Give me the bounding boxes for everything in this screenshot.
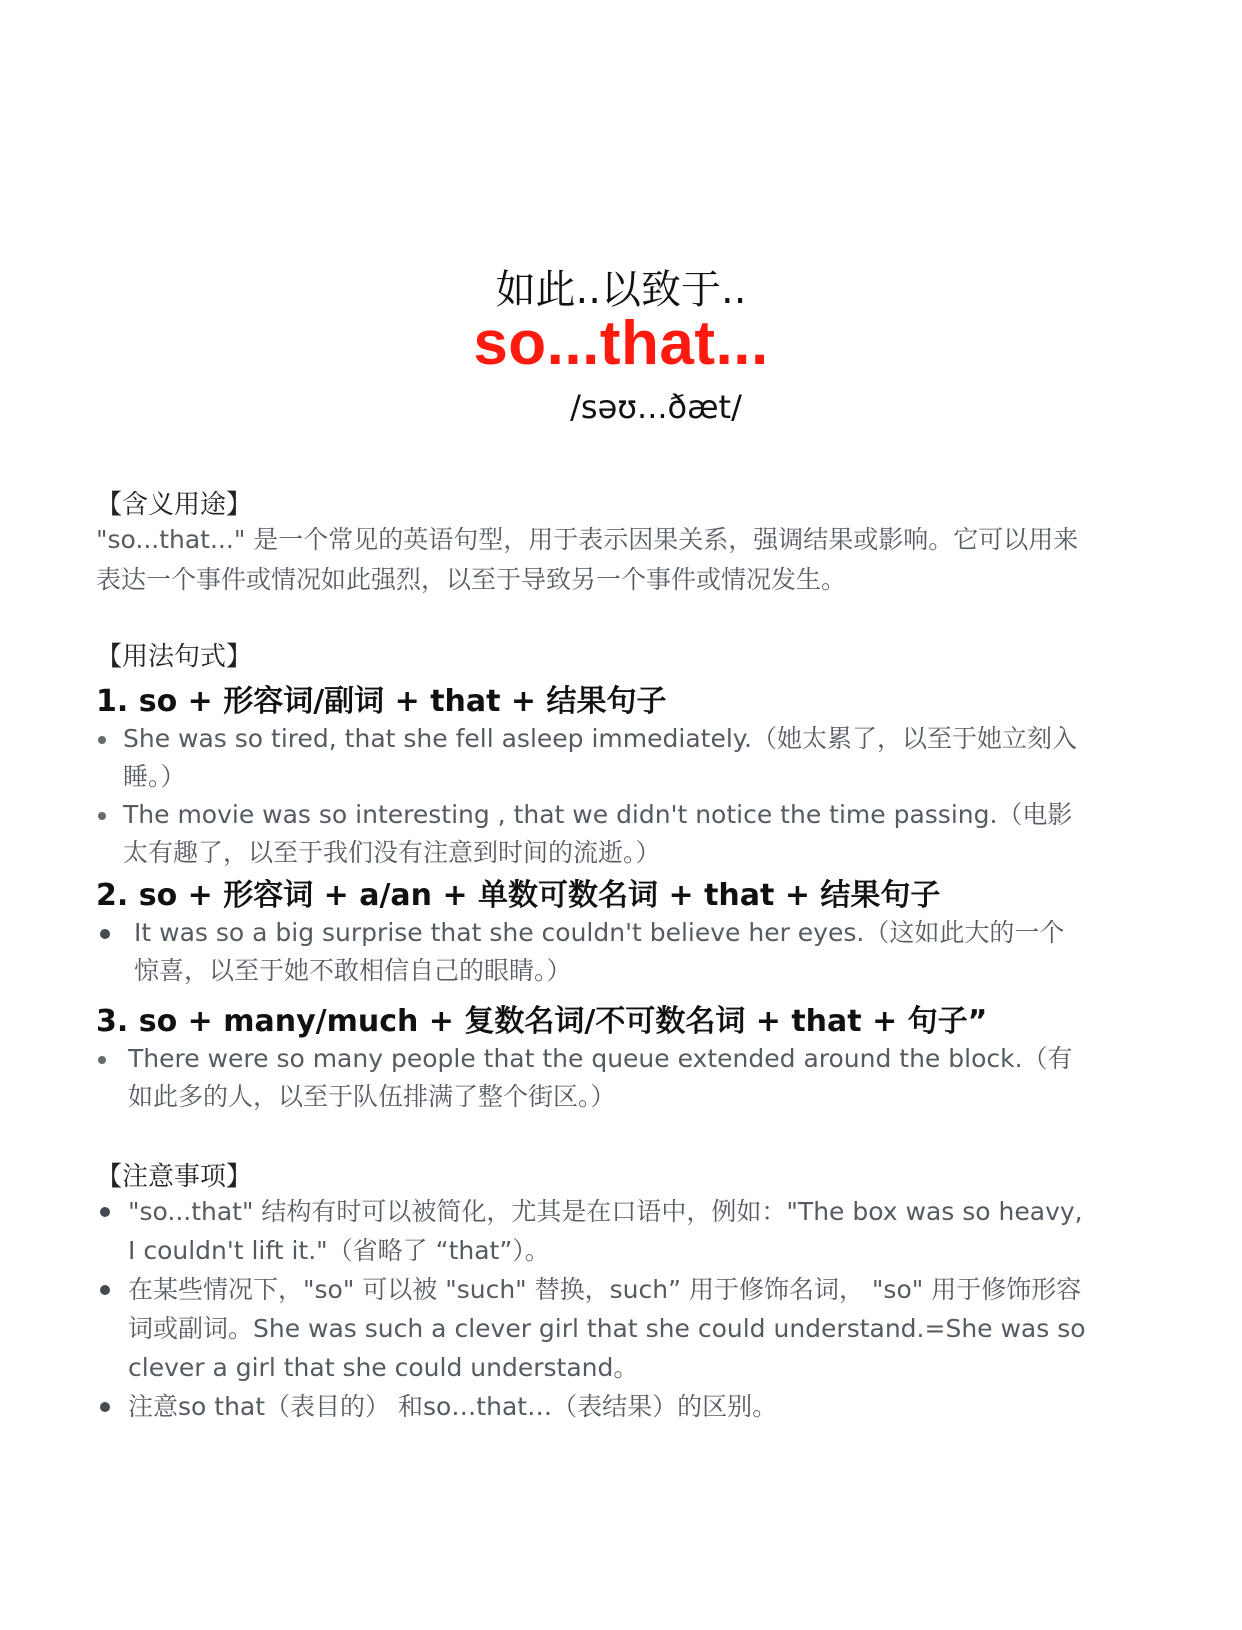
bullet-icon <box>100 1285 110 1295</box>
bullet-icon <box>98 1056 106 1064</box>
note-item <box>96 1270 1096 1387</box>
meaning-text: "so...that..." 是一个常见的英语句型，用于表示因果关系，强调结果或影响。它可以用来表达一个事件或情况如此强烈，以至于导致另一个事件或情况发生。 <box>96 525 1079 594</box>
bullet-icon <box>98 736 106 744</box>
pattern-1-examples <box>96 720 1086 872</box>
usage-heading: 【用法句式】 <box>96 642 253 672</box>
pattern-2-examples <box>96 914 1086 990</box>
example-item <box>96 720 1086 796</box>
note-text: 注意so that（表目的） 和so…that…（表结果）的区别。 <box>128 1392 778 1421</box>
title-english: so...that... <box>473 309 769 378</box>
example-item <box>96 914 1086 990</box>
note-text: 在某些情况下，"so" 可以被 "such" 替换，such” 用于修饰名词， "so" 用于修饰形容词或副词。She was such a clever girl that she could understand.=She was so clever a girl that she could understand。 <box>128 1275 1086 1382</box>
bullet-icon <box>98 812 106 820</box>
example-text: There were so many people that the queue extended around the block.（有如此多的人，以至于队伍排满了整个街区。） <box>128 1044 1073 1111</box>
bullet-icon <box>100 929 110 939</box>
phonetic-transcription: /səʊ...ðæt/ <box>570 388 742 426</box>
example-text: It was so a big surprise that she couldn't believe her eyes.（这如此大的一个惊喜，以至于她不敢相信自己的眼睛。） <box>134 918 1065 985</box>
pattern-3-examples <box>96 1040 1096 1116</box>
note-item <box>96 1387 1096 1426</box>
example-item <box>96 1040 1096 1116</box>
example-item <box>96 796 1086 872</box>
note-text: "so...that" 结构有时可以被简化，尤其是在口语中，例如："The box was so heavy, I couldn't lift it."（省略了 “that”）。 <box>128 1197 1083 1265</box>
title-chinese: 如此..以致于.. <box>495 267 747 313</box>
bullet-icon <box>100 1402 110 1412</box>
example-text: She was so tired, that she fell asleep immediately.（她太累了，以至于她立刻入睡。） <box>123 724 1077 791</box>
example-text: The movie was so interesting , that we didn't notice the time passing.（电影太有趣了，以至于我们没有注意到时间的流逝。） <box>123 800 1073 867</box>
notes-heading: 【注意事项】 <box>96 1162 253 1192</box>
notes-list <box>96 1192 1096 1426</box>
bullet-icon <box>100 1207 110 1217</box>
note-item <box>96 1192 1096 1270</box>
pattern-title-3: 3. so + many/much + 复数名词/不可数名词 + that + 句子” <box>96 1004 988 1039</box>
pattern-title-2: 2. so + 形容词 + a/an + 单数可数名词 + that + 结果句子 <box>96 878 941 913</box>
pattern-title-1: 1. so + 形容词/副词 + that + 结果句子 <box>96 684 667 719</box>
meaning-heading: 【含义用途】 <box>96 490 253 520</box>
